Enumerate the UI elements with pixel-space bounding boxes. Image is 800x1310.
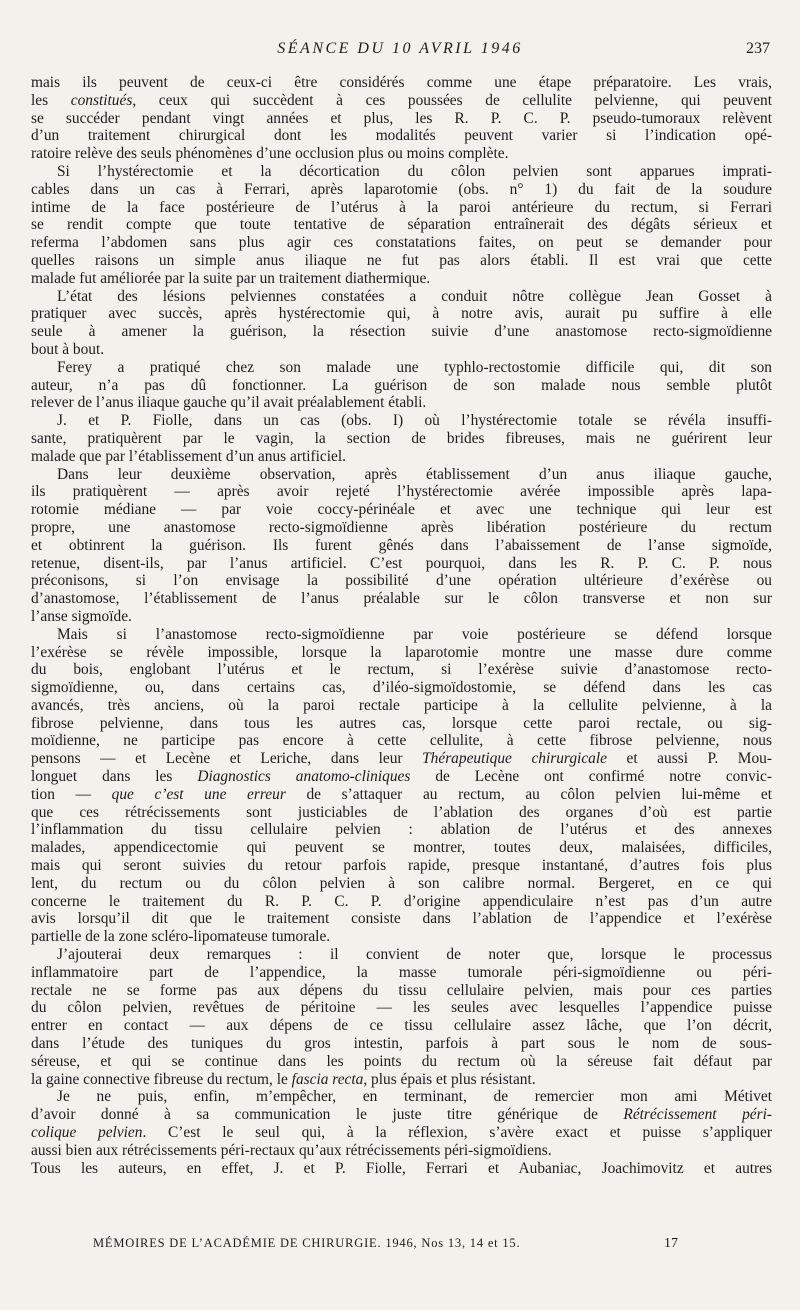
text-line: les constitués, ceux qui succèdent à ces poussées de cellulite pelvienne, qui peuvent bbox=[31, 91, 772, 109]
text-line: rectale ne se forme pas aux dépens du tissu cellulaire pelvien, mais pour ces parties bbox=[31, 981, 772, 999]
text-line: se rendit compte que toute tentative de séparation entraînerait des dégâts sérieux et bbox=[31, 216, 772, 234]
text-line: malade que par l’établissement d’un anus artificiel. bbox=[31, 447, 346, 465]
text-line: retenue, disent-ils, par l’anus artificiel. C’est pourquoi, dans les R. P. C. P. nous bbox=[31, 554, 772, 572]
text-line: Si l’hystérectomie et la décortication du côlon pelvien sont apparues imprati- bbox=[57, 162, 772, 180]
text-line: malades, appendicectomie qui peuvent se montrer, toutes deux, malaisées, difficiles, bbox=[31, 839, 772, 857]
text-line: d’un traitement chirurgical dont les modalités peuvent varier si l’indication opé- bbox=[31, 127, 772, 145]
text-line: la gaine connective fibreuse du rectum, le fascia recta, plus épais et plus résistant. bbox=[31, 1070, 536, 1088]
page-number: 237 bbox=[746, 40, 770, 57]
text-line: aussi bien aux rétrécissements péri-rectaux qu’aux rétrécissements péri-sigmoïdiens. bbox=[31, 1141, 552, 1159]
session-title: SÉANCE DU 10 AVRIL 1946 bbox=[277, 40, 523, 57]
text-line: J. et P. Fiolle, dans un cas (obs. I) où l’hystérectomie totale se révéla insuffi- bbox=[57, 412, 772, 430]
text-line: se succéder pendant vingt années et plus, les R. P. C. P. pseudo-tumoraux relèvent bbox=[31, 109, 772, 127]
text-line: relever de l’anus iliaque gauche qu’il avait préalablement établi. bbox=[31, 394, 427, 412]
text-line: propre, une anastomose recto-sigmoïdienne après libération postérieure du rectum bbox=[31, 518, 772, 536]
text-line: Tous les auteurs, en effet, J. et P. Fiolle, Ferrari et Aubaniac, Joachimovitz et autres bbox=[31, 1159, 772, 1177]
text-line: du bois, englobant l’utérus et le rectum, si l’exérèse suivie d’anastomose recto- bbox=[31, 661, 772, 679]
text-line: seule à amener la guérison, la résection suivie d’une anastomose recto-sigmoïdienne bbox=[31, 323, 772, 341]
text-line: intime de la face postérieure de l’utérus à la paroi antérieure du rectum, si Ferrari bbox=[31, 198, 772, 216]
text-line: Mais si l’anastomose recto-sigmoïdienne par voie postérieure se défend lorsque bbox=[57, 625, 772, 643]
text-line: Je ne puis, enfin, m’empêcher, en terminant, de remercier mon ami Métivet bbox=[57, 1088, 772, 1106]
text-line: malade fut améliorée par la suite par un traitement diathermique. bbox=[31, 269, 431, 287]
text-line: auteur, n’a pas dû fonctionner. La guérison de son malade nous semble plutôt bbox=[31, 376, 772, 394]
text-line: Ferey a pratiqué chez son malade une typhlo-rectostomie difficile qui, dit son bbox=[57, 358, 772, 376]
text-line: l’anse sigmoïde. bbox=[31, 607, 132, 625]
journal-reference: MÉMOIRES DE L’ACADÉMIE DE CHIRURGIE. 1946, Nos 13, 14 et 15. bbox=[93, 1236, 521, 1250]
text-line: l’inflammation du tissu cellulaire pelvien : ablation de l’utérus et des annexes bbox=[31, 821, 772, 839]
text-line: Dans leur deuxième observation, après établissement d’un anus iliaque gauche, bbox=[57, 465, 772, 483]
text-line: inflammatoire part de l’appendice, la masse tumorale péri-sigmoïdienne ou péri- bbox=[31, 963, 772, 981]
text-line: et obtinrent la guérison. Ils furent gênés dans l’abaissement de l’anse sigmoïde, bbox=[31, 536, 772, 554]
text-line: sigmoïdienne, ou, dans certains cas, d’iléo-sigmoïdostomie, se défend dans les cas bbox=[31, 679, 772, 697]
body-text bbox=[31, 74, 772, 1177]
text-line: referma l’abdomen sans plus agir ces constatations faites, on peut se demander pour bbox=[31, 234, 772, 252]
text-line: pratiquer avec succès, après hystérectomie qui, à notre avis, aurait pu suffire à elle bbox=[31, 305, 772, 323]
text-line: ratoire relève des seuls phénomènes d’une occlusion plus ou moins complète. bbox=[31, 145, 509, 163]
text-line: tion — que c’est une erreur de s’attaquer au rectum, au côlon pelvien lui-même et bbox=[31, 785, 773, 803]
text-line: L’état des lésions pelviennes constatées a conduit nôtre collègue Jean Gosset à bbox=[57, 287, 772, 305]
text-line: avis lorsqu’il dit que le traitement consiste dans l’ablation de l’appendice et l’exérèse bbox=[31, 910, 772, 928]
text-line: que ces rétrécissements sont justiciables de l’ablation des organes d’où est partie bbox=[31, 803, 772, 821]
text-line: moïdienne, ne participe pas encore à cette cellulite, à cette fibrose pelvienne, nous bbox=[31, 732, 772, 750]
text-line: l’exérèse se révèle impossible, lorsque la laparotomie montre une masse dure comme bbox=[31, 643, 772, 661]
text-line: mais ils peuvent de ceux-ci être considérés comme une étape préparatoire. Les vrais, bbox=[31, 74, 772, 91]
text-line: colique pelvien. C’est le seul qui, à la réflexion, s’avère exact et puisse s’appliquer bbox=[31, 1124, 772, 1142]
text-line: pensons — et Lecène et Leriche, dans leur Thérapeutique chirurgicale et aussi P. Mou- bbox=[31, 750, 772, 768]
text-line: sante, pratiquèrent par le vagin, la section de brides fibreuses, mais ne guérirent leur bbox=[31, 429, 772, 447]
sheet-number: 17 bbox=[664, 1236, 678, 1251]
text-line: rotomie médiane — par voie coccy-périnéale et avec une technique qui leur est bbox=[31, 501, 772, 519]
text-line: ils pratiquèrent — après avoir rejeté l’hystérectomie avérée impossible après lapa- bbox=[31, 483, 772, 501]
text-line: avancés, très anciens, où la paroi rectale participe à la cellulite pelvienne, à la bbox=[31, 696, 772, 714]
text-line: du côlon pelvien, revêtues de péritoine — les seules avec lesquelles l’appendice puisse bbox=[31, 999, 772, 1017]
text-line: quelles raisons un simple anus iliaque ne fut pas alors établi. Il est vrai que cette bbox=[31, 251, 772, 269]
text-line: concerne le traitement du R. P. C. P. d’origine appendiculaire n’est pas d’un autre bbox=[31, 892, 772, 910]
page-footer bbox=[0, 1236, 800, 1256]
text-line: préconisons, si l’on envisage la possibilité d’une opération ultérieure d’exérèse ou bbox=[31, 572, 772, 590]
text-line: dans l’étude des tuniques du gros intestin, parfois à part sous le nom de sous- bbox=[31, 1035, 772, 1053]
text-line: lent, du rectum ou du côlon pelvien à son calibre normal. Bergeret, en ce qui bbox=[31, 874, 772, 892]
text-line: d’anastomose, l’établissement de l’anus préalable sur le côlon transverse et non sur bbox=[31, 590, 772, 608]
text-line: partielle de la zone scléro-lipomateuse tumorale. bbox=[31, 928, 331, 946]
text-line: séreuse, et qui se continue dans les points du rectum où la séreuse fait défaut par bbox=[31, 1052, 772, 1070]
text-line: bout à bout. bbox=[31, 340, 105, 358]
text-line: mais qui seront suivies du retour parfois rapide, presque instantané, d’autres fois plus bbox=[31, 857, 772, 875]
text-line: fibrose pelvienne, dans tous les autres cas, lorsque cette paroi rectale, ou sig- bbox=[31, 714, 772, 732]
text-line: cables dans un cas à Ferrari, après laparotomie (obs. n° 1) du fait de la soudure bbox=[31, 180, 772, 198]
text-line: d’avoir donné à sa communication le juste titre générique de Rétrécissement péri- bbox=[31, 1106, 772, 1124]
text-line: J’ajouterai deux remarques : il convient de noter que, lorsque le processus bbox=[57, 946, 772, 964]
running-header bbox=[0, 40, 800, 64]
text-line: entrer en contact — aux dépens de ce tissu cellulaire assez lâche, que l’on décrit, bbox=[31, 1017, 772, 1035]
text-line: longuet dans les Diagnostics anatomo-cliniques de Lecène ont confirmé notre convic- bbox=[31, 768, 772, 786]
